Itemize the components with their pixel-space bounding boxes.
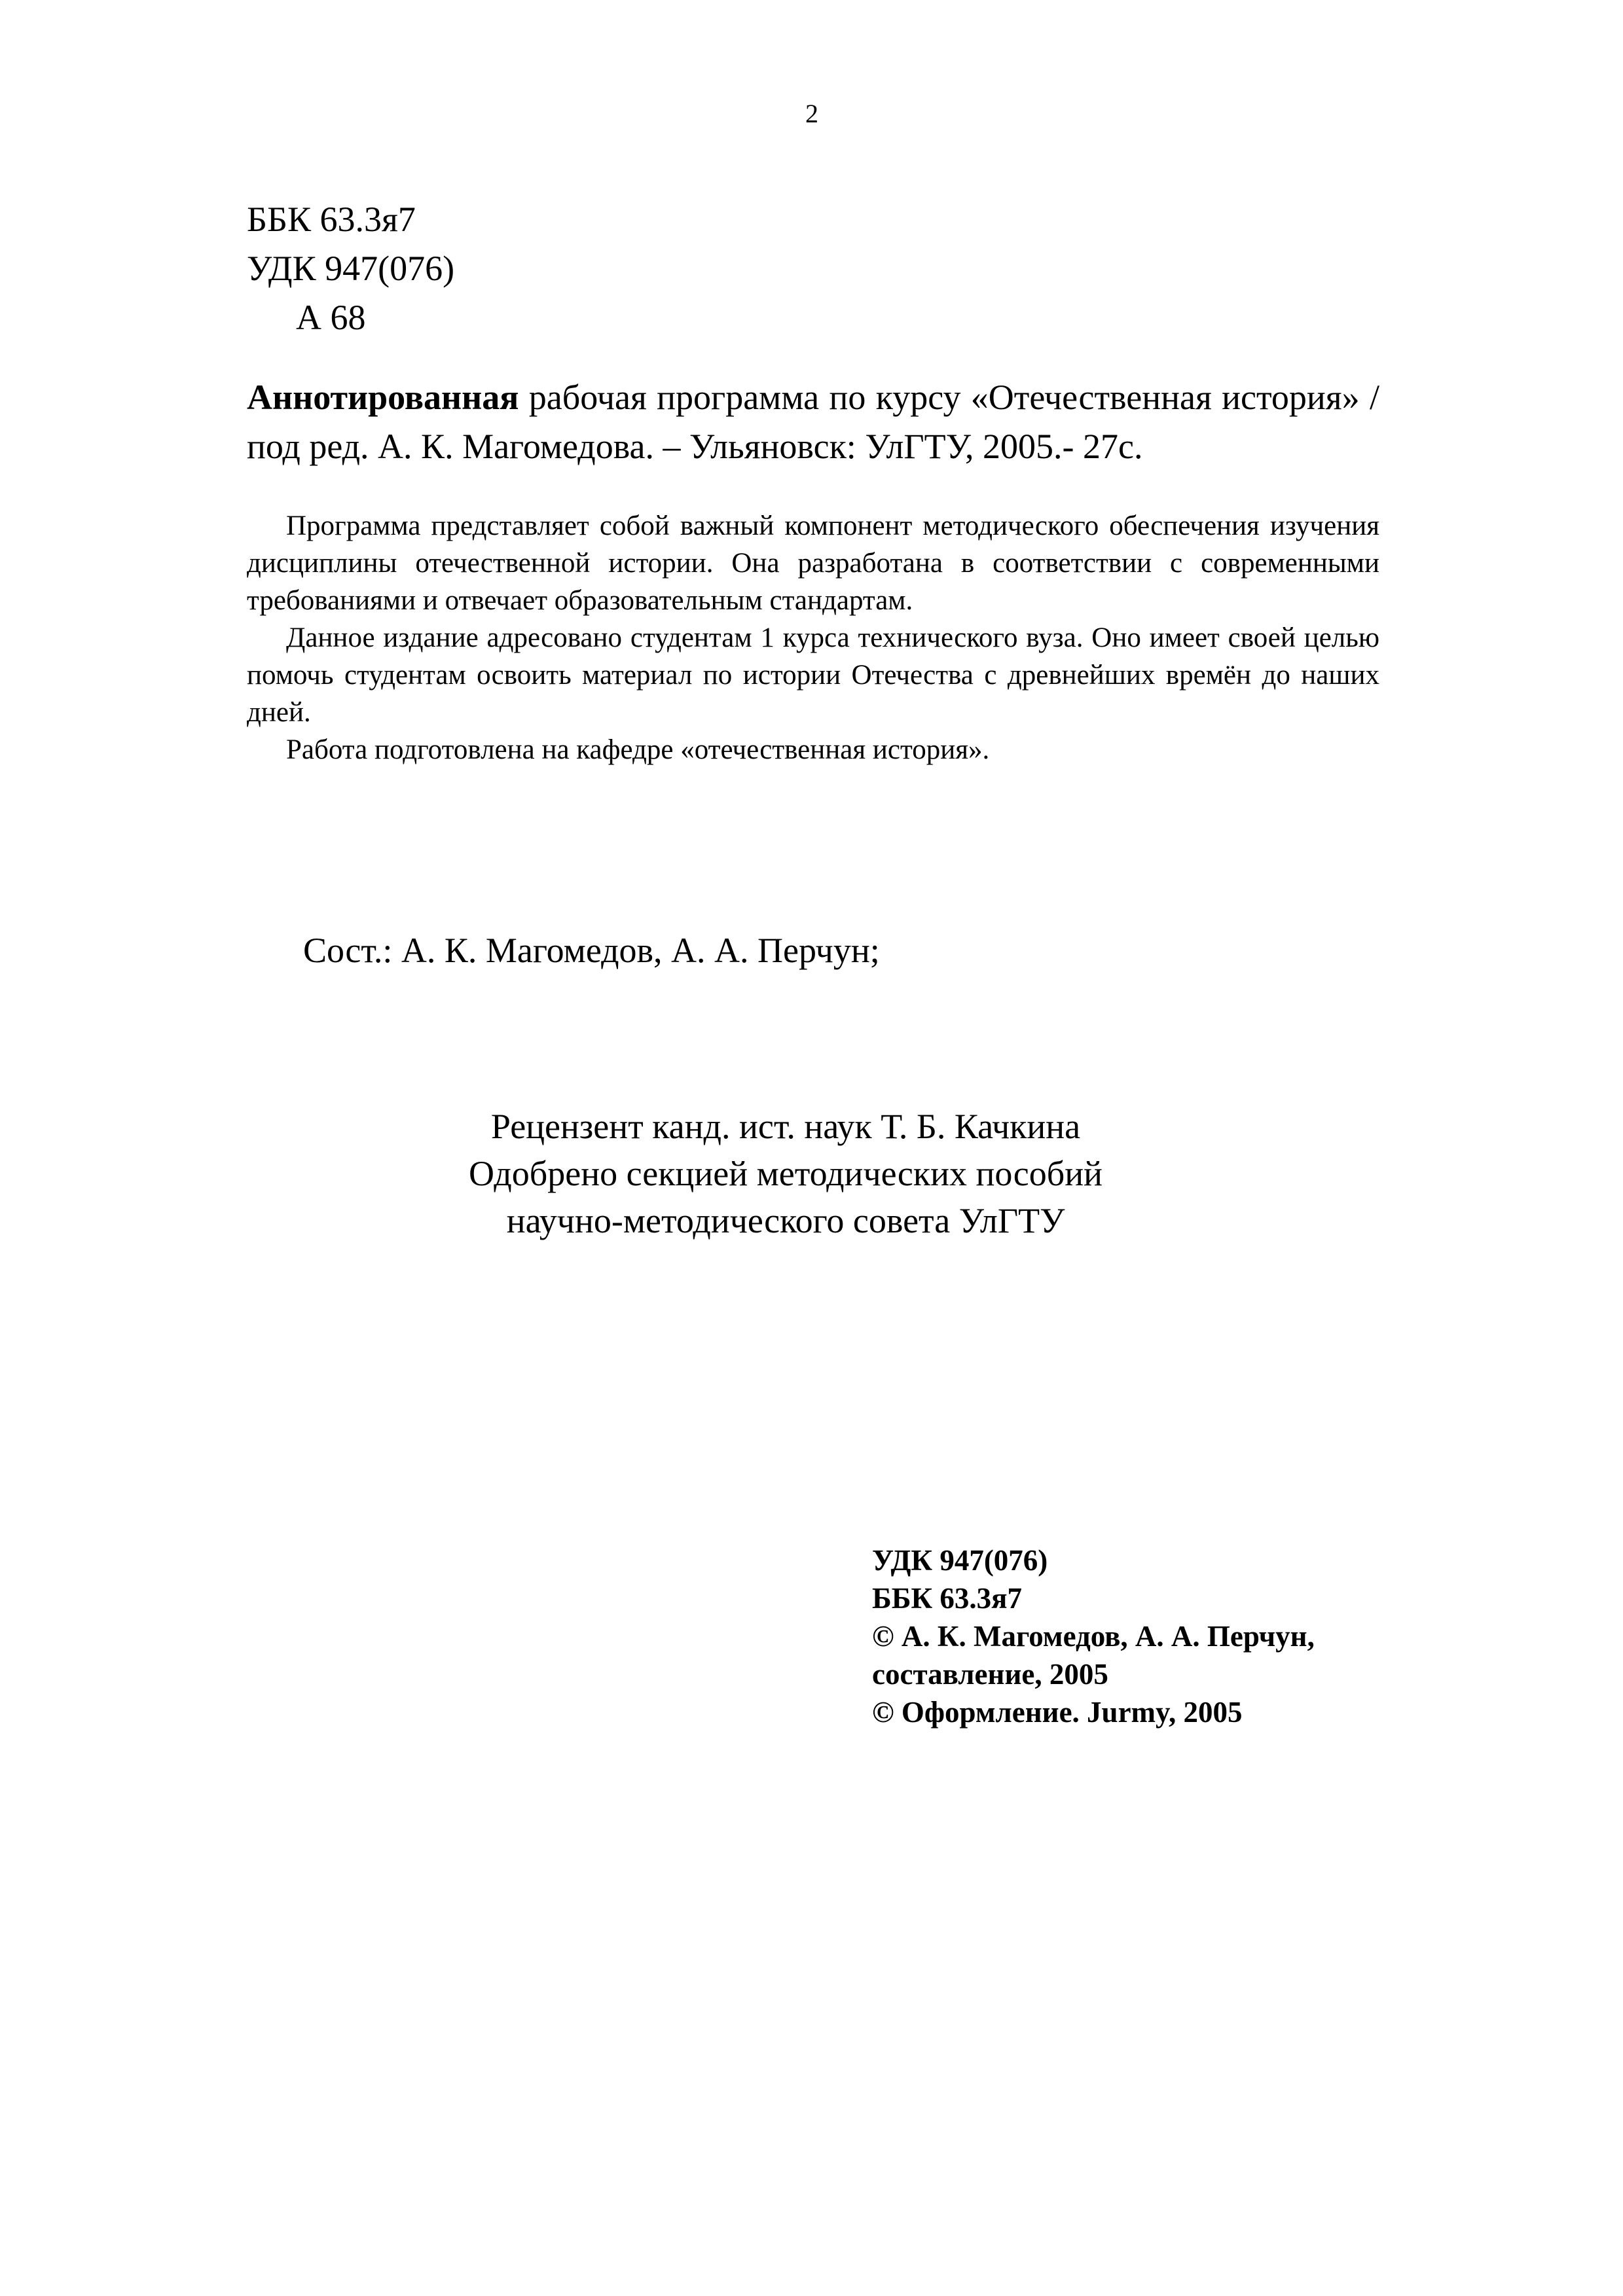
abstract	[247, 507, 1379, 768]
copyright-design: © Оформление. Jurmy, 2005	[872, 1696, 1243, 1729]
abstract-paragraph-1: Программа представляет собой важный компонент методического обеспечения изучения дисциплины отечественной истории. Она разработана в соответствии с современными требованиями и отвечает образовательным стандартам.	[247, 511, 1379, 616]
bbk-code: ББК 63.3я7	[247, 200, 416, 239]
author-mark: А 68	[296, 298, 366, 337]
compilers-line: Сост.: А. К. Магомедов, А. А. Перчун;	[303, 931, 880, 970]
page-number: 2	[805, 99, 818, 128]
annotation-title-bold: Аннотированная	[247, 378, 519, 417]
approved-line-1: Одобрено секцией методических пособий	[469, 1154, 1103, 1193]
review-block	[419, 1103, 1152, 1244]
copyright-authors-cont: составление, 2005	[872, 1658, 1108, 1691]
reviewer-line: Рецензент канд. ист. наук Т. Б. Качкина	[490, 1107, 1081, 1146]
copyright-authors: © А. К. Магомедов, А. А. Перчун,	[872, 1620, 1315, 1653]
approved-line-2: научно-методического совета УлГТУ	[506, 1201, 1065, 1240]
annotation-title-rest: рабочая программа по курсу «Отечественная история» / под ред. А. К. Магомедова. – Ульяновск: УлГТУ, 2005.- 27с.	[247, 378, 1379, 466]
udk-code: УДК 947(076)	[247, 249, 455, 288]
classification-block	[247, 195, 454, 342]
copyright-udk: УДК 947(076)	[872, 1544, 1048, 1577]
copyright-bbk: ББК 63.3я7	[872, 1582, 1022, 1615]
abstract-paragraph-3: Работа подготовлена на кафедре «отечественная история».	[286, 734, 990, 765]
copyright-block	[872, 1541, 1315, 1731]
abstract-paragraph-2: Данное издание адресовано студентам 1 курса технического вуза. Оно имеет своей целью помочь студентам освоить материал по истории Отечества с древнейших времён до наших дней.	[247, 622, 1379, 728]
annotation-title	[247, 373, 1379, 471]
